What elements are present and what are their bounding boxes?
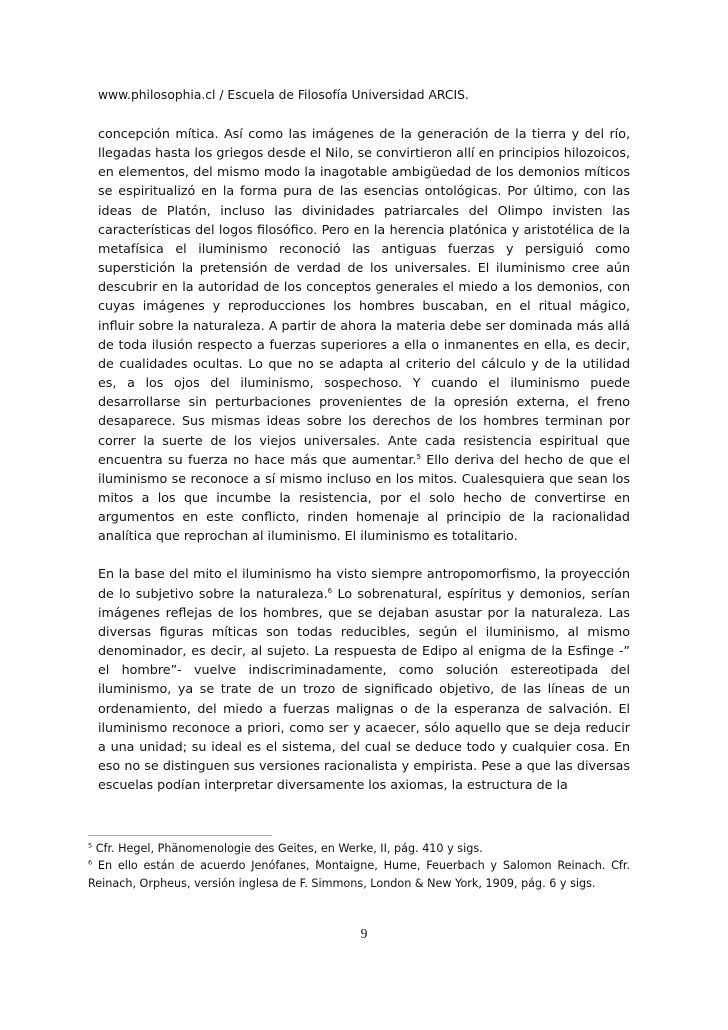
footnote-5-text: Cfr. Hegel, Phänomenologie des Geites, en Werke, II, pág. 410 y sigs. [92, 842, 483, 855]
page-header: www.philosophia.cl / Escuela de Filosofía Universidad ARCIS. [98, 88, 469, 102]
footnote-ref-6[interactable]: 6 [327, 586, 333, 595]
footnote-divider [88, 835, 272, 836]
footnote-6-text: En ello están de acuerdo Jenófanes, Montaigne, Hume, Feuerbach y Salomon Reinach. Cfr. Reinach, Orpheus, versión inglesa de F. Simmons, London & New York, 1909, pág. 6 y sigs. [88, 859, 630, 890]
paragraph-1-text-b: Ello deriva del hecho de que el iluminismo se reconoce a sí mismo incluso en los mitos. Cualesquiera que sean los mitos a los que incumbe la resistencia, por el solo hecho de convertirse en argumentos en este conflicto, rinden homenaje al principio de la racionalidad analítica que reprochan al iluminismo. El iluminismo es totalitario. [98, 451, 630, 544]
footnote-5 [88, 840, 630, 857]
footnote-6-number: 6 [88, 858, 93, 867]
footnote-6 [88, 857, 630, 892]
paragraph-1-text-a: concepción mítica. Así como las imágenes de la generación de la tierra y del río, llegadas hasta los griegos desde el Nilo, se convirtieron allí en principios hilozoicos, en elementos, del mismo modo la inagotable ambigüedad de los demonios míticos se espiritualizó en la forma pura de las esencias ontológicas. Por último, con las ideas de Platón, incluso las divinidades patriarcales del Olimpo invisten las características del logos filosófico. Pero en la herencia platónica y aristotélica de la metafísica el iluminismo reconoció las antiguas fuerzas y persiguió como superstición la pretensión de verdad de los universales. El iluminismo cree aún descubrir en la autoridad de los conceptos generales el miedo a los demonios, con cuyas imágenes y reproducciones los hombres buscaban, en el ritual mágico, influir sobre la naturaleza. A partir de ahora la materia debe ser dominada más allá de toda ilusión respecto a fuerzas superiores a ella o inmanentes en ella, es decir, de cualidades ocultas. Lo que no se adapta al criterio del cálculo y de la utilidad es, a los ojos del iluminismo, sospechoso. Y cuando el iluminismo puede desarrollarse sin perturbaciones provenientes de la opresión externa, el freno desaparece. Sus mismas ideas sobre los derechos de los hombres terminan por correr la suerte de los viejos universales. Ante cada resistencia espiritual que encuentra su fuerza no hace más que aumentar. [98, 126, 630, 467]
page-number: 9 [360, 926, 368, 941]
paragraph-2 [98, 564, 630, 794]
paragraph-1 [98, 124, 630, 545]
paragraph-2-text-b: Lo sobrenatural, espíritus y demonios, serían imágenes reflejas de los hombres, que se dejaban asustar por la naturaleza. Las diversas figuras míticas son todas reducibles, según el iluminismo, al mismo denominador, es decir, al sujeto. La respuesta de Edipo al enigma de la Esfinge -” el hombre”- vuelve indiscriminadamente, como solución estereotipada del iluminismo, ya se trate de un trozo de significado objetivo, de las líneas de un ordenamiento, del miedo a fuerzas malignas o de la esperanza de salvación. El iluminismo reconoce a priori, como ser y acaecer, sólo aquello que se deja reducir a una unidad; su ideal es el sistema, del cual se deduce todo y cualquier cosa. En eso no se distinguen sus versiones racionalista y empirista. Pese a que las diversas escuelas podían interpretar diversamente los axiomas, la estructura de la [98, 585, 630, 793]
body-text [98, 124, 630, 794]
paragraph-2-text-a: En la base del mito el iluminismo ha visto siempre antropomorfismo, la proyección de lo subjetivo sobre la naturaleza. [98, 566, 630, 601]
footnotes [88, 840, 630, 892]
footnote-5-number: 5 [88, 841, 93, 850]
footnote-ref-5[interactable]: 5 [416, 452, 421, 461]
